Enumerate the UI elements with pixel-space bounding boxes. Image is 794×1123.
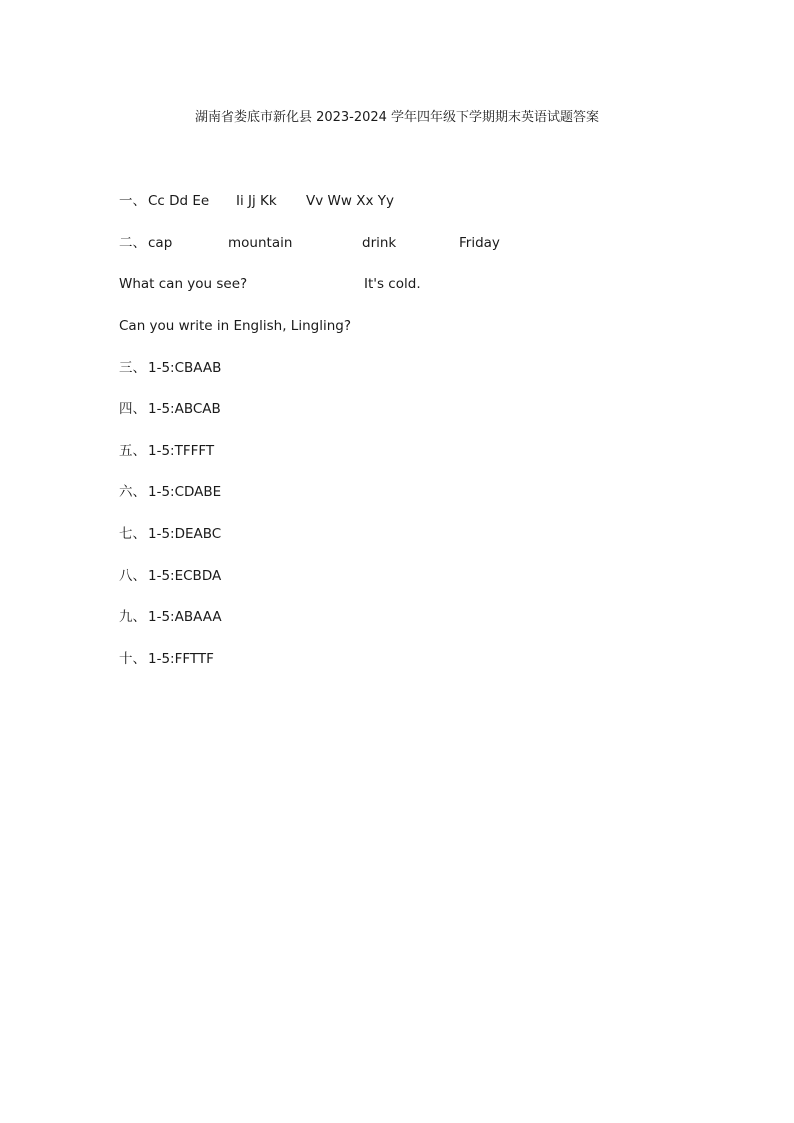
letters-group-3: Vv Ww Xx Yy [306,193,394,209]
answer-prefix: 三、 [119,360,146,376]
sentence-1: What can you see? [119,276,248,292]
answer-text: 1-5:CDABE [148,484,222,500]
answer-prefix: 五、 [119,443,146,459]
answer-prefix: 六、 [119,484,146,500]
word-1: cap [148,235,173,251]
answer-prefix: 七、 [119,526,146,542]
section-1-prefix: 一、 [119,193,146,209]
letters-group-2: Ii Jj Kk [236,193,277,209]
answer-text: 1-5:DEABC [148,526,222,542]
answer-prefix: 四、 [119,401,146,417]
page-title: 湖南省娄底市新化县 2023-2024 学年四年级下学期期末英语试题答案 [194,110,600,125]
word-3: drink [362,235,397,251]
answer-prefix: 八、 [119,568,146,584]
answer-text: 1-5:ABCAB [148,401,221,417]
word-2: mountain [228,235,293,251]
sentence-2: It's cold. [364,276,421,292]
word-4: Friday [459,235,500,251]
answer-text: 1-5:ECBDA [148,568,222,584]
answer-prefix: 九、 [119,609,146,625]
answer-prefix: 十、 [119,651,146,667]
answer-text: 1-5:CBAAB [148,360,222,376]
letters-group-1: Cc Dd Ee [148,193,210,209]
sentence-3: Can you write in English, Lingling? [119,318,351,334]
answer-text: 1-5:FFTTF [148,651,214,667]
section-2-prefix: 二、 [119,235,146,251]
answer-text: 1-5:ABAAA [148,609,222,625]
answer-text: 1-5:TFFFT [148,443,215,459]
